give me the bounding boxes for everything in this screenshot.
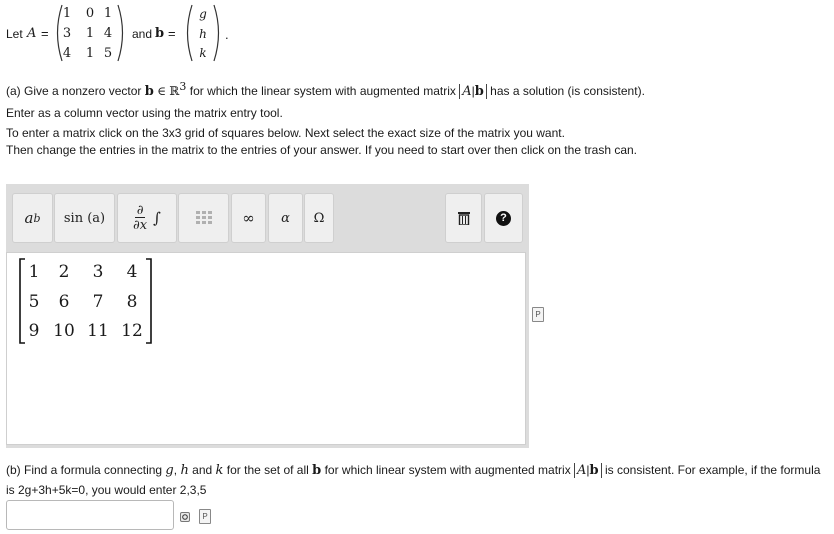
math-toolbar [6, 184, 529, 252]
editor-matrix-cell[interactable]: 7 [92, 292, 104, 312]
sin-button[interactable]: sin (a) [54, 193, 115, 243]
matrix-A-cell: 0 [85, 6, 95, 21]
and-label: and [132, 27, 153, 41]
vector-b-entry: k [199, 46, 207, 60]
help-button[interactable] [484, 193, 523, 243]
h-var: h [180, 463, 189, 478]
vector-b-entry: g [199, 7, 207, 21]
instruction-line-2: To enter a matrix click on the 3x3 grid of squares below. Next select the exact size of the matrix you want. [6, 126, 565, 140]
part-b-prefix: (b) Find a formula connecting [6, 463, 163, 477]
part-b-question [6, 463, 820, 478]
right-paren-icon [212, 4, 224, 62]
instruction-line-1: Enter as a column vector using the matrix entry tool. [6, 106, 283, 120]
matrix-A-cell: 4 [62, 46, 72, 61]
part-a-suffix: has a solution (is consistent). [490, 84, 645, 98]
matrix-A-cell: 1 [85, 26, 95, 41]
trash-icon [458, 211, 470, 225]
integral-icon: ∫ [153, 209, 161, 227]
answer-input[interactable] [6, 500, 174, 530]
g-var: g [165, 463, 174, 478]
vector-b-entry: h [199, 27, 207, 41]
preview-icon[interactable] [199, 509, 211, 524]
editor-matrix-cell[interactable]: 11 [87, 321, 109, 341]
reals-exponent: 3 [179, 80, 187, 93]
keyboard-toggle-icon[interactable] [180, 510, 190, 522]
part-b-suffix: is consistent. For example, if the formula [604, 463, 821, 477]
editor-matrix-cell[interactable]: 10 [53, 321, 75, 341]
part-b-middle2: for which linear system with augmented matrix [324, 463, 571, 477]
instruction-line-3: Then change the entries in the matrix to the entries of your answer. If you need to start over then click on the trash can. [6, 143, 638, 157]
editor-matrix-cell[interactable]: 5 [28, 292, 40, 312]
preview-icon-letter: P [202, 512, 208, 521]
matrix-grid-button[interactable] [178, 193, 229, 243]
right-paren-icon [116, 4, 128, 62]
b-symbol: b [312, 463, 322, 478]
aug-A: A [577, 463, 587, 478]
part-a-question [6, 80, 645, 99]
and-word: and [192, 463, 213, 477]
aug-b: b [589, 463, 599, 478]
power-button[interactable] [12, 193, 53, 243]
editor-matrix-cell[interactable]: 8 [126, 292, 138, 312]
editor-matrix-cell[interactable]: 1 [28, 262, 40, 282]
element-of-symbol: ∈ [157, 84, 167, 98]
matrix-A-cell: 1 [103, 6, 113, 21]
matrix-A-cell: 3 [62, 26, 72, 41]
trash-button[interactable] [445, 193, 482, 243]
matrix-A-cell: 1 [62, 6, 72, 21]
reals-symbol: ℝ [169, 84, 180, 98]
editor-matrix-cell[interactable]: 4 [126, 262, 138, 282]
derivative-integral-button[interactable] [117, 193, 177, 243]
left-paren-icon [182, 4, 194, 62]
editor-matrix-cell[interactable]: 2 [58, 262, 70, 282]
A-symbol: A [27, 26, 37, 41]
let-label: Let [6, 27, 23, 41]
k-var: k [215, 463, 224, 478]
preview-icon[interactable] [532, 307, 544, 322]
editor-matrix-cell[interactable]: 9 [28, 321, 40, 341]
aug-b: b [474, 84, 484, 99]
infinity-button[interactable]: ∞ [231, 193, 266, 243]
help-icon: ? [496, 211, 511, 226]
part-b-middle: for the set of all [226, 463, 309, 477]
matrix-A-cell: 1 [85, 46, 95, 61]
equals-sign: = [41, 26, 49, 41]
math-editor[interactable] [6, 252, 526, 445]
augmented-matrix [574, 463, 602, 478]
part-a-middle: for which the linear system with augmented matrix [189, 84, 456, 98]
period: . [225, 27, 229, 42]
matrix-A-cell: 4 [103, 26, 113, 41]
preview-icon-letter: P [535, 310, 541, 319]
part-b-example: is 2g+3h+5k=0, you would enter 2,3,5 [6, 483, 207, 497]
equals-sign: = [168, 26, 176, 41]
part-a-prefix: (a) Give a nonzero vector [6, 84, 142, 98]
matrix-grid-icon [195, 210, 213, 226]
power-exp: b [33, 211, 41, 225]
editor-matrix-cell[interactable]: 6 [58, 292, 70, 312]
matrix-A-cell: 5 [103, 46, 113, 61]
editor-matrix-cell[interactable]: 12 [121, 321, 143, 341]
aug-bar: | [586, 463, 590, 477]
editor-matrix-cell[interactable]: 3 [92, 262, 104, 282]
omega-button[interactable]: Ω [304, 193, 334, 243]
power-base: a [24, 209, 34, 227]
b-symbol: b [144, 84, 154, 99]
augmented-matrix [459, 84, 487, 99]
b-symbol: b [155, 26, 165, 41]
comma: , [173, 463, 178, 477]
aug-bar: | [471, 84, 475, 98]
deriv-bottom: ∂x [133, 218, 148, 233]
deriv-top: ∂ [136, 203, 144, 218]
alpha-button[interactable]: α [268, 193, 303, 243]
aug-A: A [462, 84, 472, 99]
